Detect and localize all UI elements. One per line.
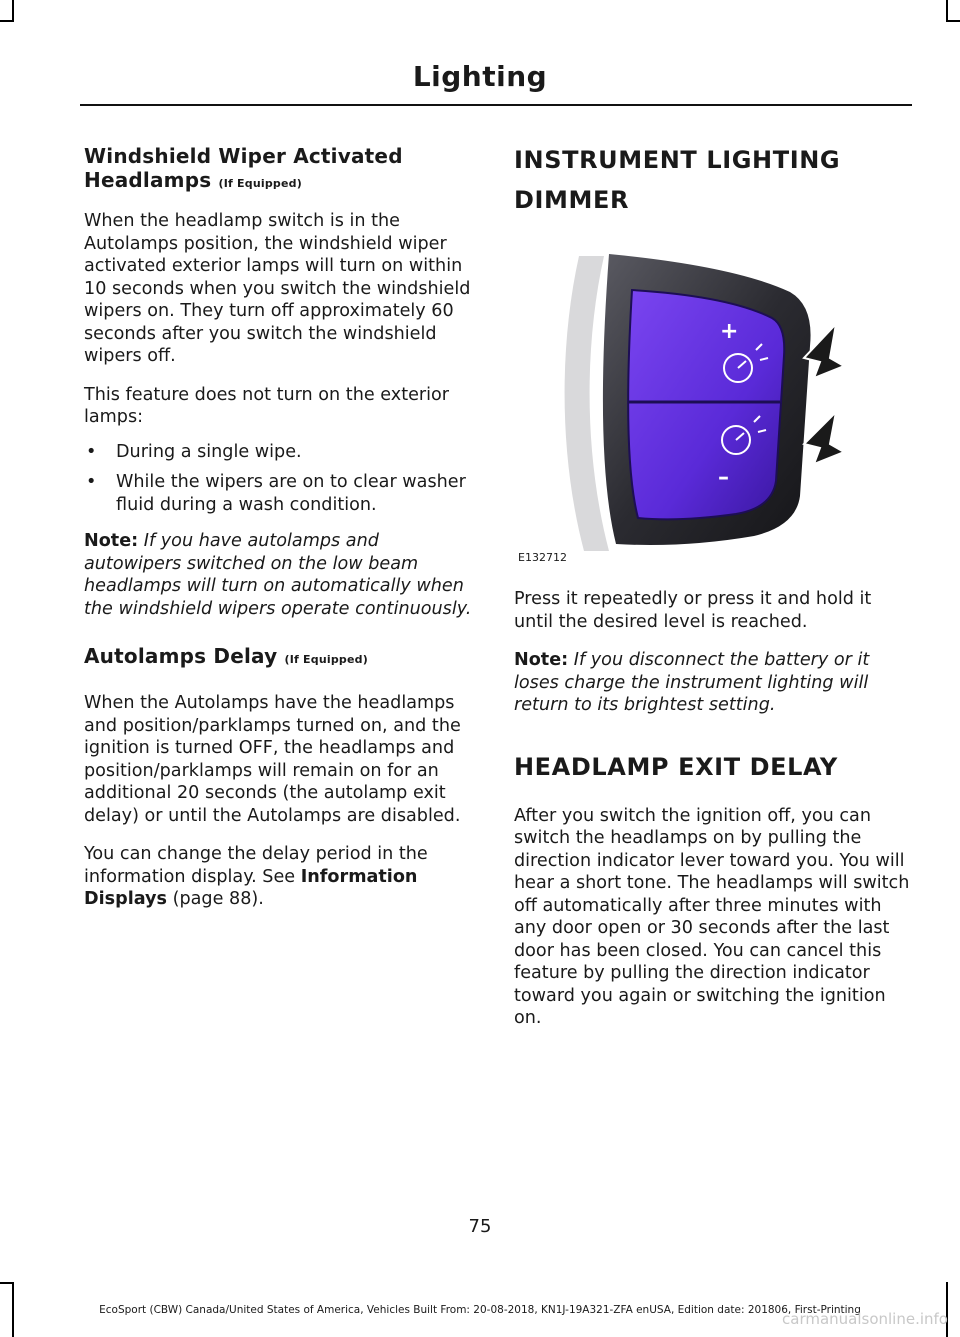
- section-heading-wiper-headlamps: [84, 144, 476, 196]
- paragraph: This feature does not turn on the exterior lamps:: [84, 384, 450, 427]
- minus-icon: –: [718, 465, 729, 490]
- button-panel: [628, 290, 784, 519]
- heading-text: Autolamps Delay: [84, 644, 278, 668]
- cross-reference-link[interactable]: Information Displays: [84, 866, 418, 909]
- page-number: 75: [468, 1216, 492, 1237]
- dimmer-switch-drawing: [514, 226, 910, 566]
- paragraph: Press it repeatedly or press it and hold it until the desired level is reached.: [514, 589, 872, 632]
- paragraph: After you switch the ignition off, you can switch the headlamps on by pulling the direction indicator lever toward you. You will hear a short tone. The headlamps will switch off automatically after three minutes with any door open or 30 seconds after the last door has been closed. You can cancel this feature by pulling the direction indicator toward you again or switching the ignition on.: [514, 805, 910, 1028]
- left-column: [84, 144, 476, 927]
- note: [514, 649, 910, 717]
- steering-wheel-edge: [565, 256, 609, 551]
- right-column: [514, 144, 910, 1046]
- if-equipped-label: (If Equipped): [284, 653, 368, 666]
- heading-line: DIMMER: [514, 186, 630, 214]
- header-divider: [80, 104, 912, 106]
- figure-id: E132712: [518, 551, 567, 564]
- crop-mark-bl-h: [0, 1282, 14, 1284]
- crop-mark-tr-v: [946, 0, 948, 22]
- heading-line: INSTRUMENT LIGHTING: [514, 146, 841, 174]
- note: [84, 530, 476, 620]
- bullet-list: [84, 441, 476, 517]
- crop-mark-tl-v: [12, 0, 14, 22]
- page-reference: (page 88).: [172, 889, 264, 909]
- paragraph: When the headlamp switch is in the Autolamps position, the windshield wiper activated exterior lamps will turn on within 10 seconds when you switch the windshield wipers on. They turn off approximately 60 seconds after you switch the windshield wipers off.: [84, 211, 471, 366]
- dimmer-switch-illustration: [514, 226, 910, 566]
- page-title: Lighting: [412, 60, 548, 93]
- paragraph-text: You can change the delay period in the information display. See: [84, 844, 428, 887]
- plus-icon: +: [720, 319, 739, 344]
- note-label: Note:: [84, 531, 139, 551]
- note-label: Note:: [514, 650, 569, 670]
- section-heading-dimmer: [514, 144, 910, 216]
- note-text: If you have autolamps and autowipers switched on the low beam headlamps will turn on automatically when the windshield wipers operate continuously.: [84, 531, 472, 619]
- section-heading-exit-delay: HEADLAMP EXIT DELAY: [514, 752, 838, 781]
- watermark: carmanualsonline.info: [782, 1310, 948, 1328]
- paragraph: [84, 843, 476, 911]
- list-item: • During a single wipe.: [84, 441, 476, 464]
- edition-footer: EcoSport (CBW) Canada/United States of America, Vehicles Built From: 20-08-2018, KN1J-19A321-ZFA enUSA, Edition date: 201806, First-Printing: [99, 1304, 861, 1316]
- heading-text: Windshield Wiper Activated Headlamps: [84, 144, 403, 192]
- section-heading-autolamps-delay: [84, 644, 476, 672]
- list-item: • While the wipers are on to clear washer fluid during a wash condition.: [84, 471, 476, 516]
- if-equipped-label: (If Equipped): [218, 177, 302, 190]
- note-text: If you disconnect the battery or it loses charge the instrument lighting will return to its brightest setting.: [514, 650, 870, 715]
- paragraph: When the Autolamps have the headlamps and position/parklamps turned on, and the ignition is turned OFF, the headlamps and position/parklamps will remain on for an additional 20 seconds (the autolamp exit delay) or until the Autolamps are disabled.: [84, 693, 461, 826]
- crop-mark-tl-h: [0, 20, 14, 22]
- crop-mark-tr-h: [946, 20, 960, 22]
- arrow-down-button: [804, 412, 844, 464]
